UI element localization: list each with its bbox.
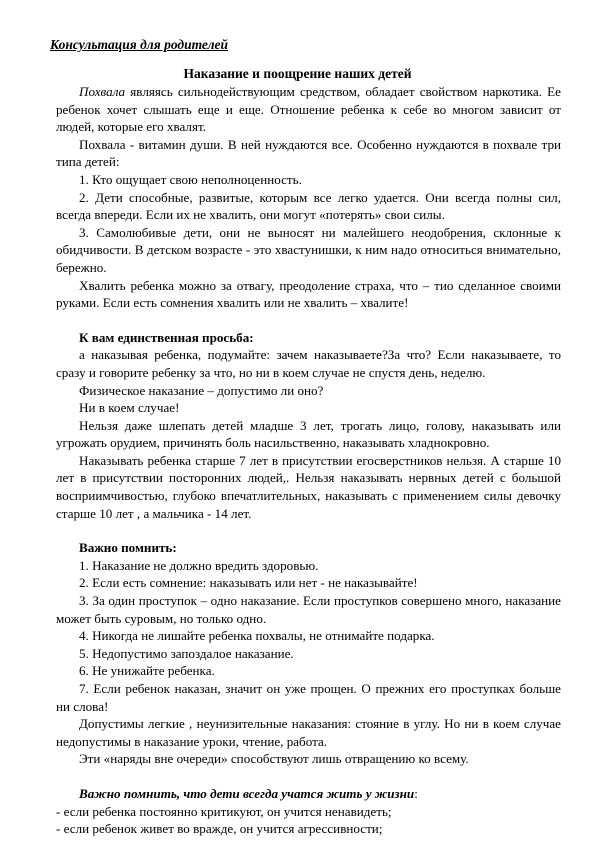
life-line-1: - если ребенка постоянно критикуют, он учится ненавидеть; (56, 803, 392, 819)
document-body (56, 83, 561, 838)
life-line-2: - если ребенок живет во вражде, он учится агрессивности; (56, 821, 383, 837)
praise-paragraph: Похвала - витамин души. В ней нуждаются все. Особенно нуждаются в похвале три типа детей: (56, 136, 561, 170)
remember-item-6: 6. Не унижайте ребенка. (79, 663, 215, 679)
praise-item-1: 1. Кто ощущает свою неполноценность. (79, 171, 302, 187)
remember-item-7: 7. Если ребенок наказан, значит он уже прощен. О прежних его проступках больше ни слова! (56, 681, 561, 714)
request-paragraph-5: Наказывать ребенка старше 7 лет в присутствии егосверстников нельзя. А старше 10 лет в присутствии посторонних людей,. Нельзя наказывать нервных детей с большой восприимчивостью, глубоко впечатлительных, наказывать с применением силы девочку старше 10 лет , а мальчика - 14 лет. (56, 452, 561, 521)
intro-rest: являясь сильнодействующим средством, обладает свойством наркотика. Ее ребенок хочет слышать еще и еще. Отношение ребенка к себе во многом зависит от людей, которые его хвалят. (56, 84, 561, 135)
remember-paragraph-2: Эти «наряды вне очереди» способствуют лишь отвращению ко всему. (79, 751, 469, 767)
remember-item-4: 4. Никогда не лишайте ребенка похвалы, не отнимайте подарка. (79, 628, 435, 644)
document-title: Наказание и поощрение наших детей (183, 66, 412, 81)
remember-item-2: 2. Если есть сомнение: наказывать или нет - не наказывайте! (79, 575, 418, 591)
request-paragraph-1: а наказывая ребенка, подумайте: зачем наказываете?За что? Если наказываете, то сразу и говорите ребенку за что, но ни в коем случае не спустя день, неделю. (56, 347, 561, 380)
life-heading-colon: : (414, 785, 418, 801)
intro-paragraph (56, 83, 561, 136)
request-paragraph-3: Ни в коем случае! (79, 400, 180, 416)
remember-item-5: 5. Недопустимо запоздалое наказание. (79, 645, 294, 661)
praise-item-3: 3. Самолюбивые дети, они не выносят ни малейшего неодобрения, склонные к обидчивости. В детском возрасте - это хвастунишки, к ним надо относиться внимательно, бережно. (56, 224, 561, 275)
request-paragraph-2: Физическое наказание – допустимо ли оно? (79, 382, 324, 398)
remember-item-3: 3. За один проступок – одно наказание. Если проступков совершено много, наказание может быть суровым, но только одно. (56, 593, 561, 626)
request-heading: К вам единственная просьба: (79, 329, 254, 345)
life-heading-line (56, 785, 561, 803)
remember-heading: Важно помнить: (79, 540, 177, 556)
praise-item-2: 2. Дети способные, развитые, которым все легко удается. Они всегда полны сил, всегда впереди. Если их не хвалить, они могут «потерять» свои силы. (56, 189, 561, 223)
praise-advice: Хвалить ребенка можно за отвагу, преодоление страха, что – тио сделанное своими руками. Если есть сомнения хвалить или не хвалить – хвалите! (56, 277, 561, 311)
request-paragraph-4: Нельзя даже шлепать детей младше 3 лет, трогать лицо, голову, наказывать или угрожать орудием, причинять боль насильственно, наказывать хладнокровно. (56, 417, 561, 451)
life-heading: Важно помнить, что дети всегда учатся жить у жизни (79, 785, 415, 801)
intro-lead: Похвала (79, 84, 126, 99)
remember-item-1: 1. Наказание не должно вредить здоровью. (79, 557, 319, 573)
remember-paragraph-1: Допустимы легкие , неунизительные наказания: стояние в углу. Но ни в коем случае недопустимы в наказание уроки, чтение, работа. (56, 716, 561, 749)
consultation-header: Консультация для родителей (50, 37, 228, 52)
